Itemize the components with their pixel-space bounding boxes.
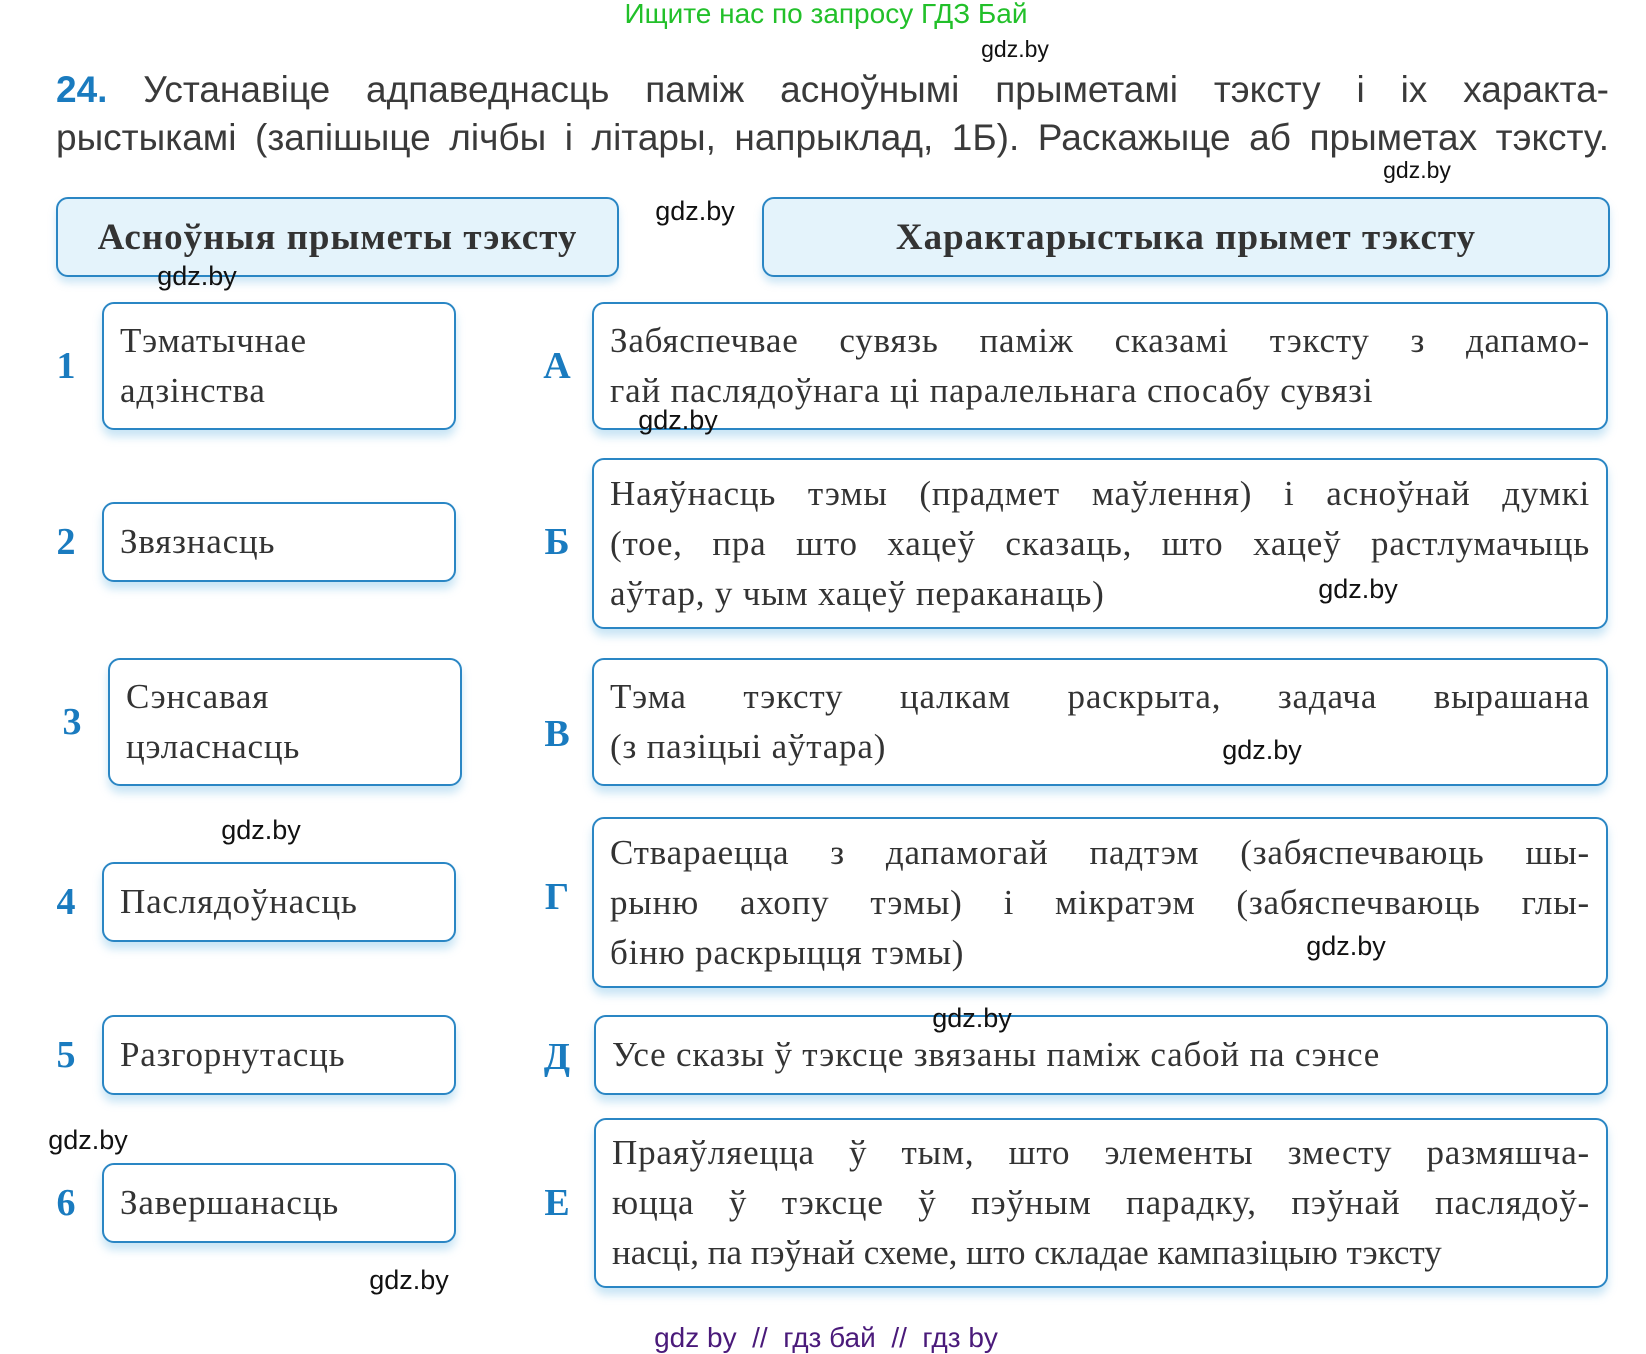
characteristic-line: насці, па пэўнай схеме, што складае кампазіцыю тэксту: [612, 1233, 1442, 1272]
task-line-2: рыстыкамі (запішыце лічбы і літары, напрыклад, 1Б). Раскажыце аб прыметах тэксту.: [56, 117, 1609, 158]
characteristic-box: [594, 1118, 1608, 1288]
characteristic-letter: Д: [543, 1036, 571, 1078]
feature-box: [102, 1163, 456, 1243]
feature-box: [102, 502, 456, 582]
task-line-1: [56, 66, 1609, 114]
feature-line: Тэматычнае: [120, 321, 307, 360]
feature-number: 6: [56, 1182, 76, 1224]
task-number: 24.: [56, 69, 108, 110]
feature-number: 5: [56, 1034, 76, 1076]
watermark: gdz.by: [638, 405, 718, 435]
characteristic-box: [592, 658, 1608, 786]
feature-box: [102, 862, 456, 942]
task-text: [56, 66, 1609, 162]
characteristic-line: Тэма тэксту цалкам раскрыта, задача вырашана: [610, 677, 1590, 716]
characteristic-box: [592, 817, 1608, 988]
footer-text: gdz by // гдз бай // гдз by: [654, 1322, 998, 1353]
watermark: gdz.by: [48, 1125, 128, 1155]
feature-number: 1: [56, 345, 76, 387]
watermark: gdz.by: [1318, 574, 1398, 604]
characteristic-letter: Е: [544, 1182, 570, 1224]
watermark: gdz.by: [1222, 735, 1302, 765]
characteristic-line: (тое, пра што хацеў сказаць, што хацеў растлумачыць: [610, 523, 1590, 563]
feature-line: Звязнасць: [120, 522, 276, 561]
header-left: Асноўныя прыметы тэксту: [56, 197, 619, 277]
characteristic-line: гай паслядоўнага ці паралельнага спосабу сувязі: [610, 371, 1374, 410]
characteristic-letter: Б: [544, 521, 570, 563]
characteristic-line: Ствараецца з дапамогай падтэм (забяспечваюць шы-: [610, 832, 1590, 872]
characteristic-letter: Г: [544, 876, 570, 918]
characteristic-line: Забяспечвае сувязь паміж сказамі тэксту з дапамо-: [610, 321, 1590, 360]
characteristic-line: Наяўнасць тэмы (прадмет маўлення) і асноўнай думкі: [610, 473, 1590, 513]
feature-box: [102, 1015, 456, 1095]
characteristic-box: [594, 1015, 1608, 1095]
characteristic-letter: В: [544, 713, 570, 755]
feature-line: Завершанасць: [120, 1183, 340, 1222]
header-right: Характарыстыка прымет тэксту: [762, 197, 1610, 277]
characteristic-letter: А: [543, 345, 571, 387]
feature-number: 3: [62, 701, 82, 743]
watermark: gdz.by: [932, 1003, 1012, 1033]
characteristic-line: (з пазіцыі аўтара): [610, 727, 887, 766]
watermark: gdz.by: [157, 261, 237, 291]
watermark: gdz.by: [981, 36, 1049, 62]
characteristic-line: юцца ў тэксце ў пэўным парадку, пэўнай паслядоў-: [612, 1183, 1590, 1222]
watermark: gdz.by: [369, 1265, 449, 1295]
characteristic-box: [592, 302, 1608, 430]
characteristic-line: рыню ахопу тэмы) і мікратэм (забяспечваюць глы-: [610, 882, 1590, 922]
watermark: gdz.by: [1383, 157, 1451, 183]
watermark: gdz.by: [655, 196, 735, 226]
feature-line: адзінства: [120, 371, 266, 410]
characteristic-line: біню раскрыцця тэмы): [610, 932, 965, 972]
promo-text: Ищите нас по запросу ГДЗ Бай: [624, 0, 1028, 29]
feature-box: [102, 302, 456, 430]
characteristic-line: Усе сказы ў тэксце звязаны паміж сабой па сэнсе: [612, 1035, 1381, 1074]
feature-line: Паслядоўнасць: [120, 882, 358, 921]
watermark: gdz.by: [1306, 931, 1386, 961]
characteristic-line: Праяўляецца ў тым, што элементы зместу размяшча-: [612, 1133, 1590, 1172]
feature-number: 2: [56, 521, 76, 563]
feature-line: цэласнасць: [126, 727, 301, 766]
feature-line: Разгорнутасць: [120, 1035, 346, 1074]
characteristic-line: аўтар, у чым хацеў пераканаць): [610, 573, 1105, 613]
task-line-1-text: Устанавіце адпаведнасць паміж асноўнымі прыметамі тэксту і іх характа-: [143, 69, 1610, 110]
feature-number: 4: [56, 881, 76, 923]
feature-box: [108, 658, 462, 786]
feature-line: Сэнсавая: [126, 677, 270, 716]
characteristic-box: [592, 458, 1608, 629]
watermark: gdz.by: [221, 815, 301, 845]
